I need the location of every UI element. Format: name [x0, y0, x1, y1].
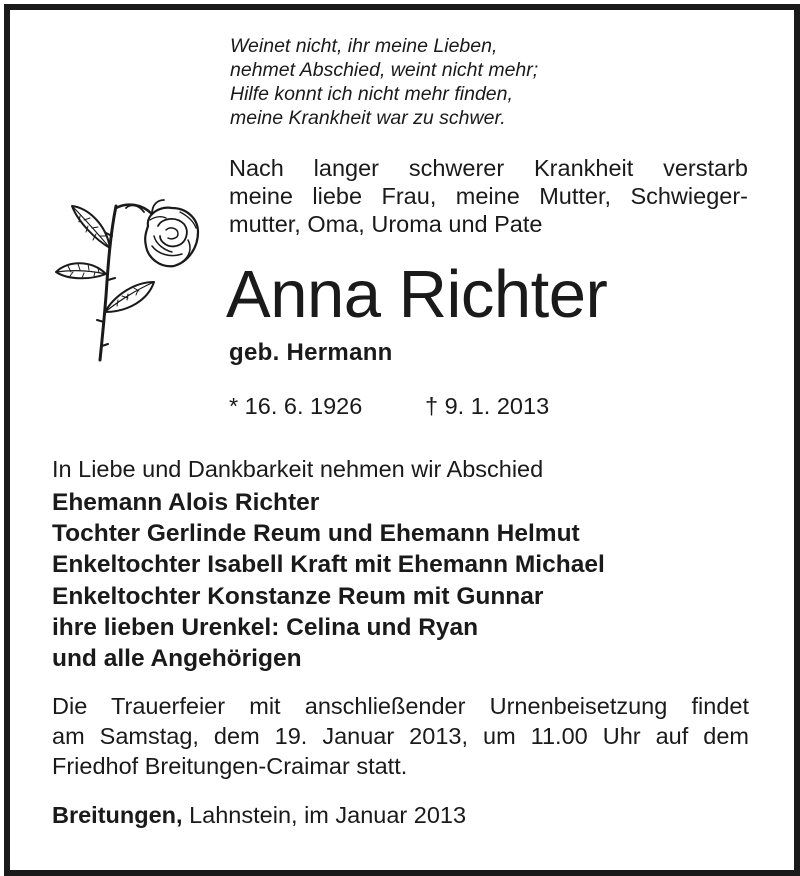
mourner-line: Enkeltochter Konstanze Reum mit Gunnar — [52, 582, 544, 610]
rose-icon — [48, 196, 208, 366]
info-line: am Samstag, dem 19. Januar 2013, um 11.00 Uhr auf dem — [52, 723, 749, 749]
mourner-line: und alle Angehörigen — [52, 645, 302, 673]
place-date-line — [52, 800, 466, 830]
intro-line: mutter, Oma, Uroma und Pate — [229, 211, 543, 237]
intro-text — [229, 154, 748, 238]
life-dates — [229, 391, 550, 421]
mourner-line: Ehemann Alois Richter — [52, 489, 320, 516]
place-rest: Lahnstein, im Januar 2013 — [182, 802, 467, 828]
death-date: † 9. 1. 2013 — [425, 393, 550, 419]
intro-line: Nach langer schwerer Krankheit verstarb — [229, 155, 748, 181]
mourner-line: Tochter Gerlinde Reum und Ehemann Helmut — [52, 520, 580, 548]
intro-line: meine liebe Frau, meine Mutter, Schwieger- — [229, 183, 748, 209]
mourner-line: ihre lieben Urenkel: Celina und Ryan — [52, 613, 479, 641]
poem-line: Weinet nicht, ihr meine Lieben, — [230, 35, 498, 57]
funeral-info — [52, 691, 749, 781]
poem-line: meine Krankheit war zu schwer. — [230, 107, 506, 129]
place-bold: Breitungen, — [52, 802, 183, 828]
birth-date: * 16. 6. 1926 — [229, 393, 363, 419]
mourner-line: Enkeltochter Isabell Kraft mit Ehemann Michael — [52, 551, 605, 579]
mourners-list — [52, 487, 605, 674]
poem — [230, 34, 538, 130]
poem-line: Hilfe konnt ich nicht mehr finden, — [230, 83, 513, 105]
info-line: Die Trauerfeier mit anschließender Urnenbeisetzung findet — [52, 693, 749, 719]
info-line: Friedhof Breitungen-Craimar statt. — [52, 753, 408, 779]
farewell-line: In Liebe und Dankbarkeit nehmen wir Abschied — [52, 456, 544, 482]
poem-line: nehmet Abschied, weint nicht mehr; — [230, 59, 539, 81]
maiden-name: geb. Hermann — [229, 339, 393, 366]
deceased-name: Anna Richter — [226, 257, 608, 332]
